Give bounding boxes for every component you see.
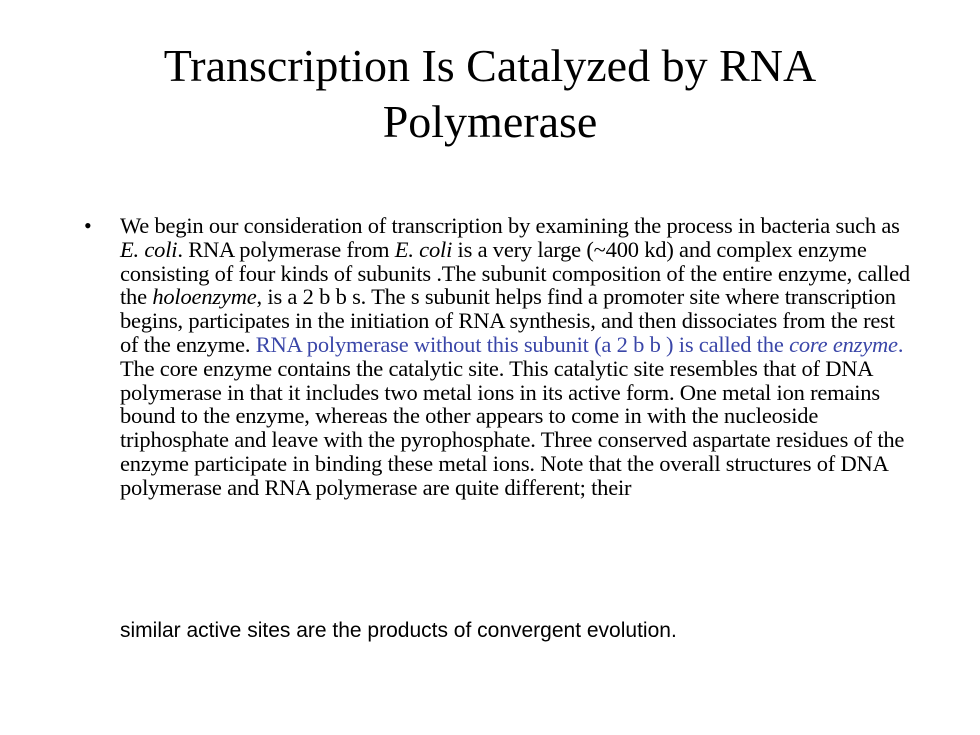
species-name: E. coli (394, 236, 453, 262)
text-segment: . RNA polymerase from (177, 236, 395, 262)
bullet-paragraph (120, 214, 910, 500)
highlighted-text: RNA polymerase without this subunit (a 2 b b ) is called the (255, 331, 790, 357)
text-segment: The core enzyme contains the catalytic site. This catalytic site resembles that of DNA polymerase in that it includes two metal ions in its active form. One metal ion remains bound to the enzyme, whereas the other appears to come in with the nucleoside triphosphate and leave with the pyrophosphate. Three conserved aspartate residues of the enzyme participate in binding these metal ions. Note that the overall structures of DNA polymerase and RNA polymerase are quite different; their (120, 355, 905, 500)
term-holoenzyme: holoenzyme (152, 284, 257, 310)
text-segment: is a very large (~400 kd) and complex enzyme consisting of four kinds of subunits .The subunit composition of the entire enzyme, called the (120, 236, 910, 310)
text-segment: We begin our consideration of transcription by examining the process in bacteria such as (120, 213, 900, 238)
bullet-marker: • (84, 213, 92, 238)
term-core-enzyme: core enzyme (789, 331, 898, 357)
slide-title: Transcription Is Catalyzed by RNA Polymerase (163, 40, 817, 147)
species-name: E. coli (120, 236, 178, 262)
text-segment: , is a 2 b b s. The s subunit helps find a promoter site where transcription begins, participates in the initiation of RNA synthesis, and then dissociates from the rest of the enzyme. (120, 284, 896, 357)
closing-line: similar active sites are the products of convergent evolution. (120, 619, 677, 642)
highlighted-text: . (897, 331, 904, 357)
